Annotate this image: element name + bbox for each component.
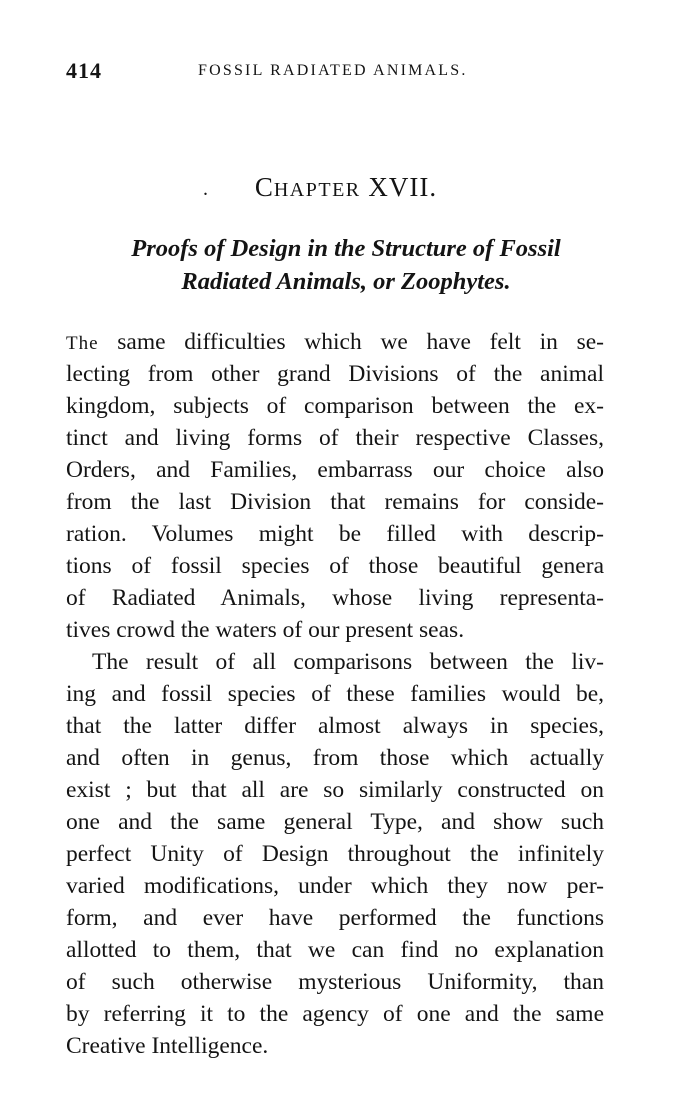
page-number: 414 <box>66 58 102 83</box>
text-line: lecting from other grand Divisions of the animal <box>66 361 604 387</box>
subtitle-line-2: Radiated Animals, or Zoophytes. <box>181 268 511 295</box>
text-line: allotted to them, that we can find no explanation <box>66 937 604 963</box>
text-line: by referring it to the agency of one and the same <box>66 1001 604 1027</box>
chapter-label-rest: HAPTER <box>273 179 361 201</box>
text-line: ing and fossil species of these families would be, <box>66 681 604 707</box>
text-line: perfect Unity of Design throughout the infinitely <box>66 841 604 867</box>
text-line: of Radiated Animals, whose living representa- <box>66 585 604 611</box>
paragraph-2 <box>66 646 604 1062</box>
text-line: The result of all comparisons between the liv- <box>92 649 604 675</box>
text-line <box>66 326 604 358</box>
running-head <box>66 58 626 88</box>
text-line: Orders, and Families, embarrass our choice also <box>66 457 604 483</box>
text-line: tives crowd the waters of our present seas. <box>66 617 465 643</box>
text-line: and often in genus, from those which actually <box>66 745 604 771</box>
text-line: kingdom, subjects of comparison between the ex- <box>66 393 604 419</box>
text-line: varied modifications, under which they now per- <box>66 873 604 899</box>
paragraph-first-word: The <box>66 333 99 354</box>
text-line: from the last Division that remains for conside- <box>66 489 604 515</box>
running-title: FOSSIL RADIATED ANIMALS. <box>198 62 468 79</box>
text-line: form, and ever have performed the functions <box>66 905 604 931</box>
text-line: tions of fossil species of those beautiful genera <box>66 553 604 579</box>
text-line: one and the same general Type, and show such <box>66 809 604 835</box>
text-line: tinct and living forms of their respective Classes, <box>66 425 604 451</box>
chapter-dot: . <box>203 178 208 200</box>
chapter-numeral: XVII. <box>368 172 438 202</box>
text-line: that the latter differ almost always in species, <box>66 713 604 739</box>
text-line: exist ; but that all are so similarly constructed on <box>66 777 604 803</box>
chapter-heading <box>0 172 692 203</box>
subtitle-line-1: Proofs of Design in the Structure of Fossil <box>131 235 561 262</box>
paragraph-1 <box>66 326 604 646</box>
text-line: of such otherwise mysterious Uniformity, than <box>66 969 604 995</box>
chapter-subtitle <box>60 232 632 298</box>
first-line-rest: same difficulties which we have felt in se- <box>98 329 604 355</box>
text-line: Creative Intelligence. <box>66 1033 269 1059</box>
text-line: ration. Volumes might be filled with descrip- <box>66 521 604 547</box>
chapter-label-initial: C <box>254 172 274 202</box>
